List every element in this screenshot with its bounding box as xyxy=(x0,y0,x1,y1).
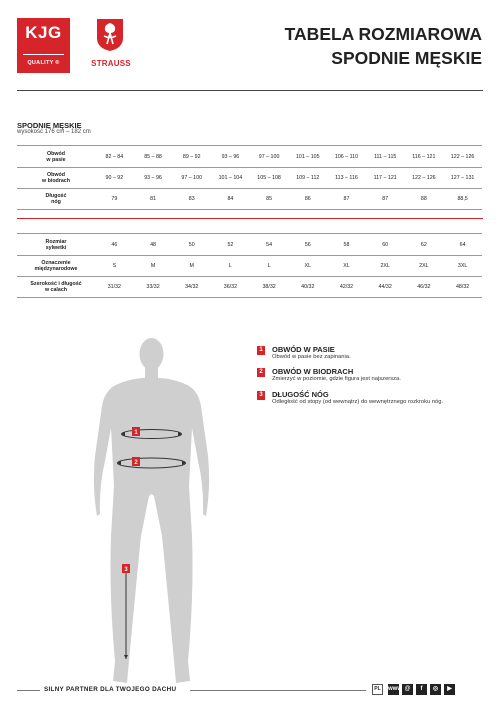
legend-title-3: DŁUGOŚĆ NÓG xyxy=(272,390,329,399)
table-cell: M xyxy=(172,256,211,277)
size-measurements-table xyxy=(17,145,482,210)
section-title: SPODNIE MĘSKIE xyxy=(17,121,82,130)
table-cell: 97 – 100 xyxy=(172,168,211,189)
row-header xyxy=(17,234,95,256)
row-header-line: międzynarodowe xyxy=(34,266,78,272)
table-cell: 117 – 121 xyxy=(366,168,405,189)
table-cell: L xyxy=(211,256,250,277)
table-cell: 81 xyxy=(134,189,173,210)
row-header-line: Obwód xyxy=(47,150,65,157)
table-cell: 109 – 112 xyxy=(288,168,327,189)
kjg-logo-text: KJG xyxy=(25,23,62,42)
table-cell: 2XL xyxy=(405,256,444,277)
strauss-logo-text: STRAUSS xyxy=(91,59,131,68)
table-row xyxy=(17,277,482,298)
legend-number-1: 1 xyxy=(257,346,265,355)
table-cell: 93 – 96 xyxy=(211,146,250,168)
strauss-logo xyxy=(90,18,130,71)
legend-number-2: 2 xyxy=(257,368,265,377)
table-cell: 122 – 126 xyxy=(405,168,444,189)
table-cell: 48 xyxy=(134,234,173,256)
row-header-line: w calach xyxy=(44,287,68,293)
table-cell: 89 – 92 xyxy=(172,146,211,168)
table-cell: 50 xyxy=(172,234,211,256)
table-cell: S xyxy=(95,256,134,277)
legend-title-2: OBWÓD W BIODRACH xyxy=(272,367,354,376)
table-cell: 44/32 xyxy=(366,277,405,298)
table-row xyxy=(17,256,482,277)
kjg-logo-divider xyxy=(23,54,64,55)
www-icon[interactable]: www xyxy=(388,684,399,695)
table-cell: 83 xyxy=(172,189,211,210)
table-cell: 85 – 88 xyxy=(134,146,173,168)
table-row xyxy=(17,146,482,168)
table-cell: 42/32 xyxy=(327,277,366,298)
table-row xyxy=(17,234,482,256)
table-cell: 58 xyxy=(327,234,366,256)
table-cell: 116 – 121 xyxy=(405,146,444,168)
section-subtitle: wysokość 176 cm – 182 cm xyxy=(17,129,91,135)
row-header-line: Szerokość i długość xyxy=(30,281,82,287)
figure-marker-1-label: 1 xyxy=(134,430,138,436)
table-cell: 54 xyxy=(250,234,289,256)
strauss-shield-icon xyxy=(96,18,124,52)
figure-marker-2-label: 2 xyxy=(134,460,138,466)
instagram-icon[interactable]: ◎ xyxy=(430,684,441,695)
table-cell: 60 xyxy=(366,234,405,256)
table-cell: 88,5 xyxy=(443,189,482,210)
row-header xyxy=(17,168,95,189)
table-cell: 93 – 96 xyxy=(134,168,173,189)
table-cell: 86 xyxy=(288,189,327,210)
table-cell: 111 – 115 xyxy=(366,146,405,168)
email-icon[interactable]: @ xyxy=(402,684,413,695)
table-cell: 34/32 xyxy=(172,277,211,298)
table-cell: 84 xyxy=(211,189,250,210)
table-cell: 52 xyxy=(211,234,250,256)
table-cell: 46 xyxy=(95,234,134,256)
table-cell: 105 – 108 xyxy=(250,168,289,189)
table-cell: 2XL xyxy=(366,256,405,277)
legend-title-1: OBWÓD W PASIE xyxy=(272,345,335,354)
table-cell: 113 – 116 xyxy=(327,168,366,189)
row-header-line: Długość xyxy=(45,193,67,199)
table-cell: 88 xyxy=(405,189,444,210)
title-line-2: SPODNIE MĘSKIE xyxy=(331,48,482,68)
table-cell: 3XL xyxy=(443,256,482,277)
footer-line-right xyxy=(190,690,366,691)
table-cell: 101 – 105 xyxy=(288,146,327,168)
row-header xyxy=(17,189,95,210)
table-cell: 85 xyxy=(250,189,289,210)
table-cell: XL xyxy=(288,256,327,277)
table-cell: 122 – 126 xyxy=(443,146,482,168)
table-cell: 127 – 131 xyxy=(443,168,482,189)
body-silhouette xyxy=(84,336,219,691)
row-header-line: sylwetki xyxy=(45,244,67,251)
table-cell: 90 – 92 xyxy=(95,168,134,189)
table-cell: 31/32 xyxy=(95,277,134,298)
table-cell: 97 – 100 xyxy=(250,146,289,168)
row-header-line: w pasie xyxy=(46,156,66,163)
youtube-icon[interactable]: ▶ xyxy=(444,684,455,695)
row-header-line: nóg xyxy=(51,199,61,205)
row-header-line: Rozmiar xyxy=(45,238,67,245)
table-cell: 40/32 xyxy=(288,277,327,298)
row-header-line: w biodrach xyxy=(42,178,70,184)
table-cell: 106 – 110 xyxy=(327,146,366,168)
table-cell: 36/32 xyxy=(211,277,250,298)
table-cell: 33/32 xyxy=(134,277,173,298)
table-cell: 101 – 104 xyxy=(211,168,250,189)
table-cell: 46/32 xyxy=(405,277,444,298)
table-cell: 82 – 84 xyxy=(95,146,134,168)
figure-marker-3-label: 3 xyxy=(124,567,128,573)
kjg-logo-tagline: QUALITY ® xyxy=(27,60,60,66)
row-header xyxy=(17,256,95,277)
page-title xyxy=(285,22,482,70)
legend-number-3: 3 xyxy=(257,391,265,400)
table-cell: 38/32 xyxy=(250,277,289,298)
legend-desc-2: Zmierzyć w poziomie, gdzie figura jest najszersza. xyxy=(272,376,401,382)
section-divider xyxy=(17,218,483,219)
table-row xyxy=(17,168,482,189)
size-mapping-table xyxy=(17,233,482,298)
language-badge[interactable]: PL xyxy=(372,684,383,695)
row-header xyxy=(17,277,95,298)
table-cell: 56 xyxy=(288,234,327,256)
facebook-icon[interactable]: f xyxy=(416,684,427,695)
legend-desc-3: Odległość od stopy (od wewnątrz) do wewnętrznego rozkroku nóg. xyxy=(272,399,444,405)
table-row xyxy=(17,189,482,210)
header-divider xyxy=(17,90,483,91)
table-cell: 64 xyxy=(443,234,482,256)
table-cell: 87 xyxy=(327,189,366,210)
row-header-line: Obwód xyxy=(47,172,65,178)
row-header-line: Oznaczenie xyxy=(41,260,71,266)
legend-desc-1: Obwód w pasie bez zapinania. xyxy=(272,354,351,360)
table-cell: L xyxy=(250,256,289,277)
table-cell: 87 xyxy=(366,189,405,210)
table-cell: 79 xyxy=(95,189,134,210)
title-line-1: TABELA ROZMIAROWA xyxy=(284,24,482,44)
footer-tagline: SILNY PARTNER DLA TWOJEGO DACHU xyxy=(40,686,180,693)
table-cell: 62 xyxy=(405,234,444,256)
kjg-logo xyxy=(17,18,70,73)
row-header xyxy=(17,146,95,168)
table-cell: XL xyxy=(327,256,366,277)
table-cell: M xyxy=(134,256,173,277)
table-cell: 48/32 xyxy=(443,277,482,298)
